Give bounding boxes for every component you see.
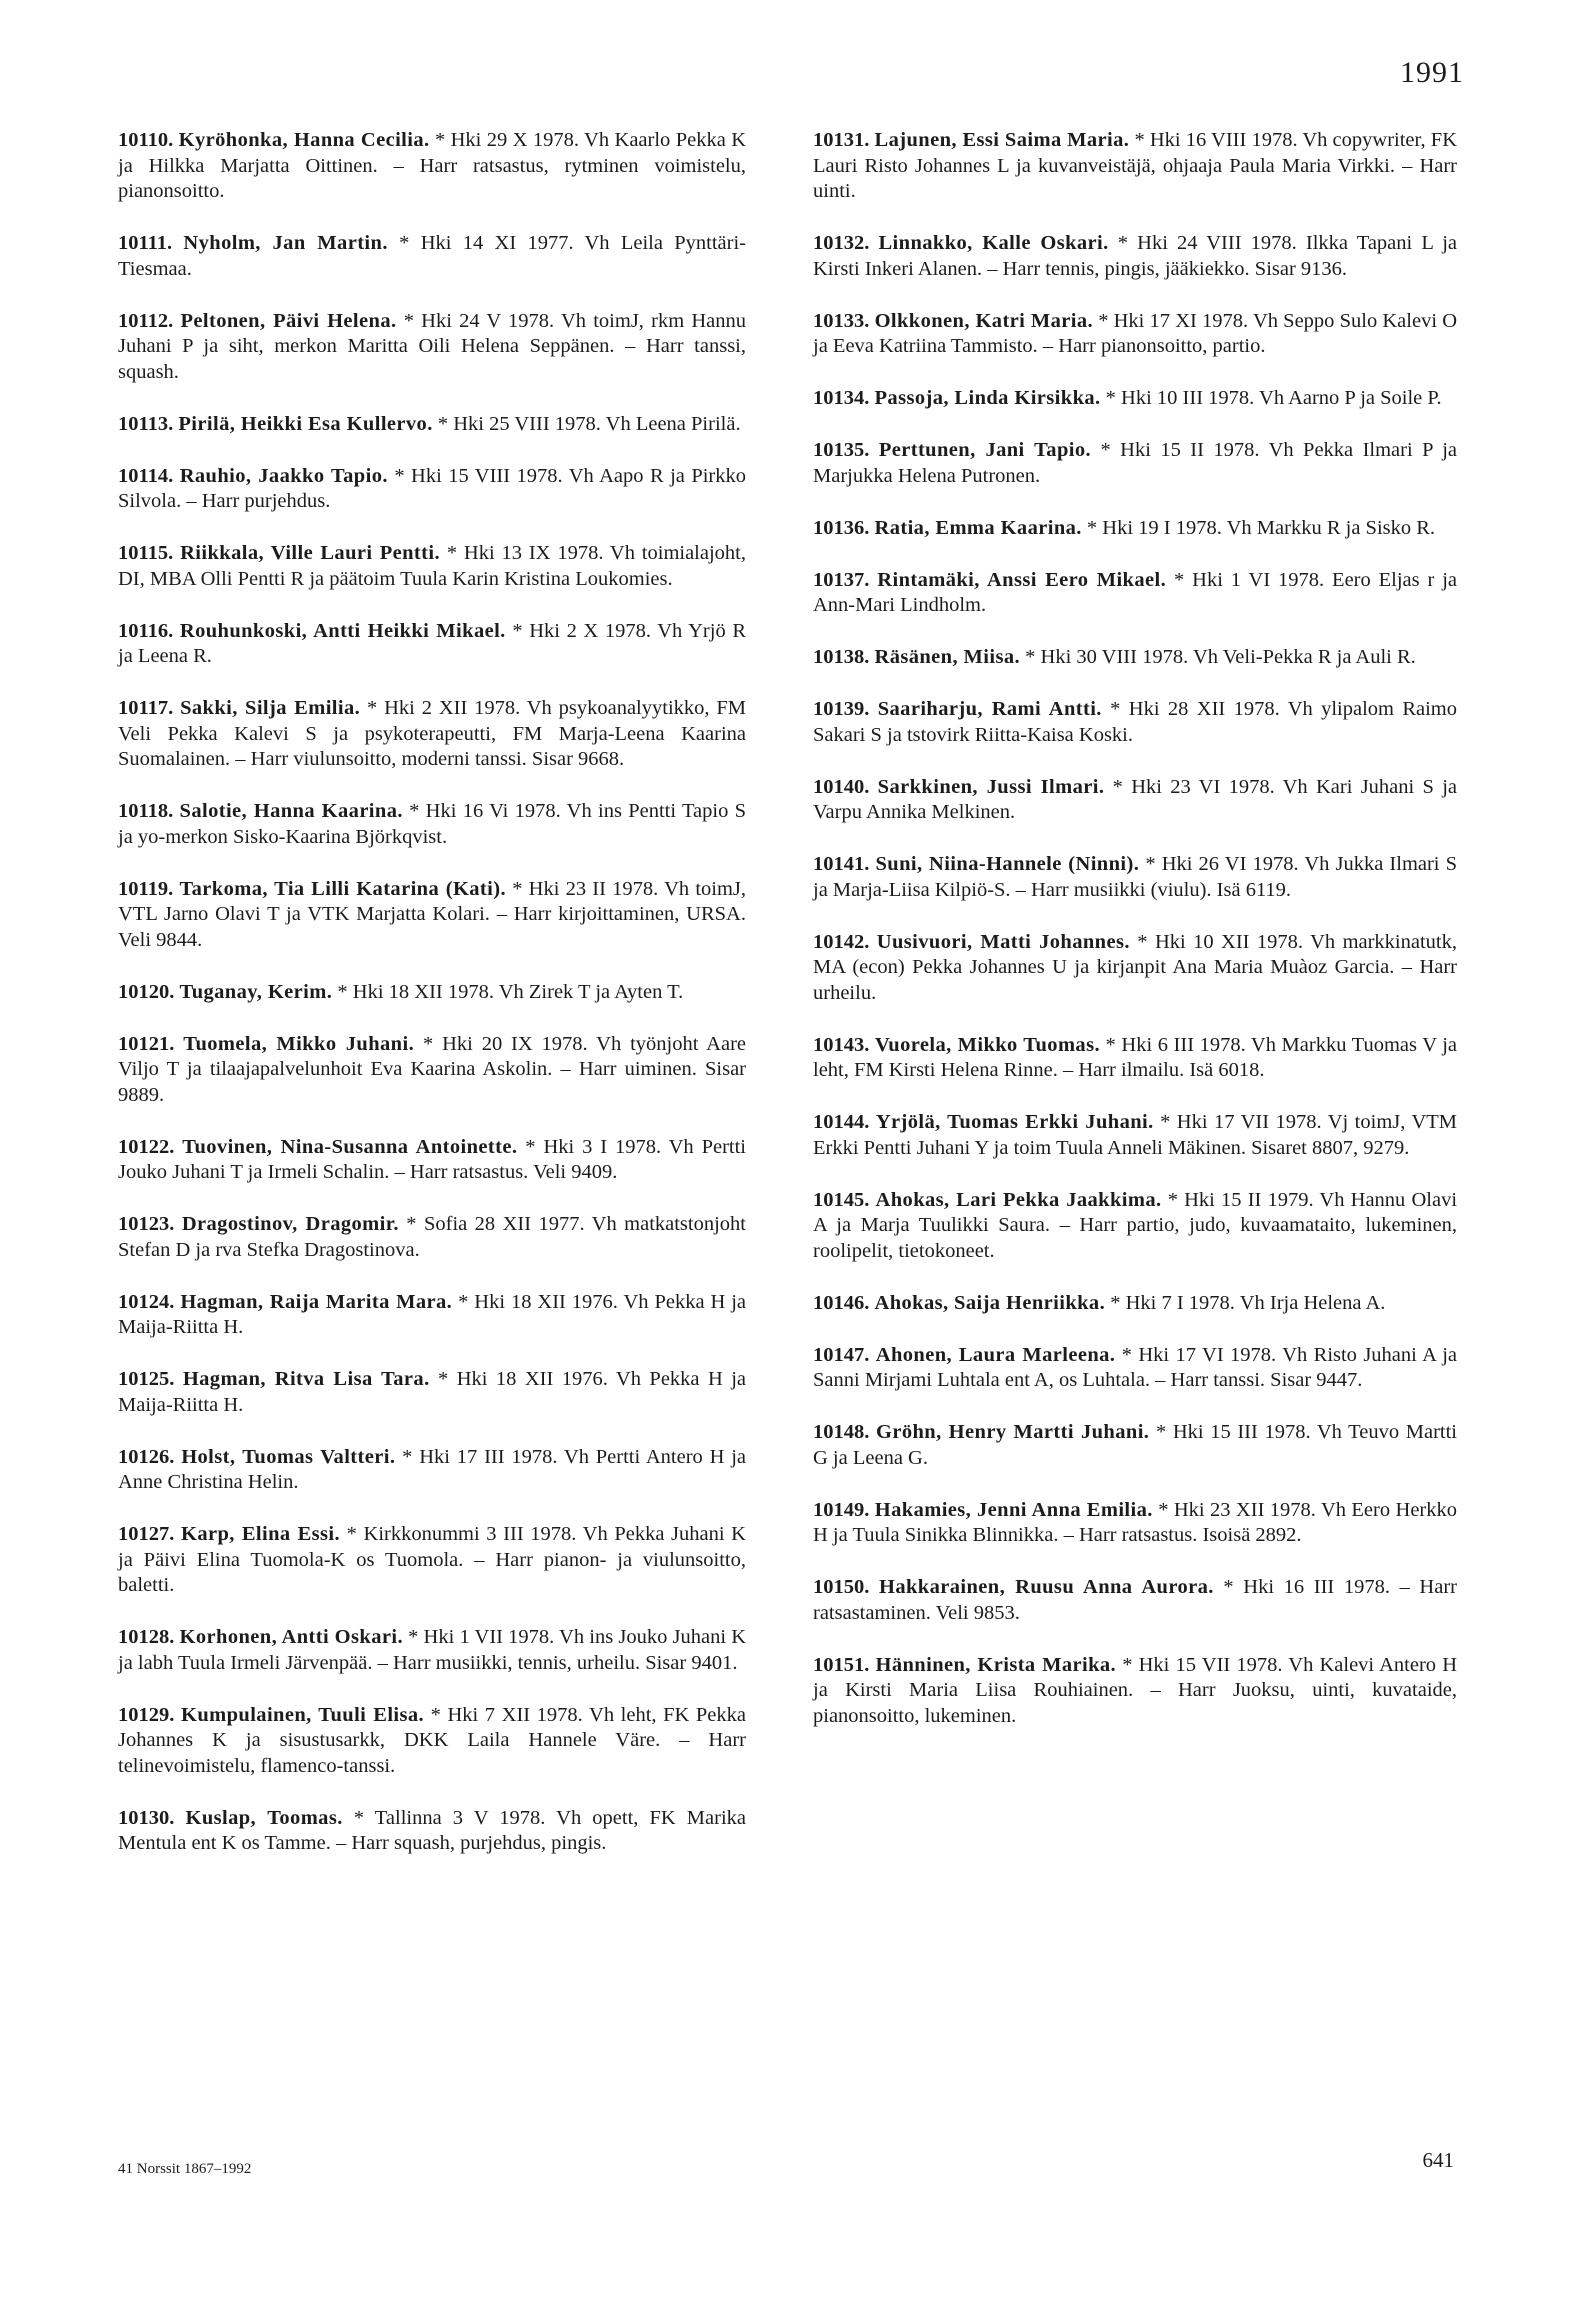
entry bbox=[813, 1291, 1457, 1317]
entry-number: 10118. bbox=[118, 800, 174, 822]
entry-text: * Hki 17 XI 1978. Vh Seppo Sulo Kalevi O ja Eeva Katriina Tammisto. – Harr pianonsoitto, partio. bbox=[813, 309, 1457, 357]
entry bbox=[118, 541, 746, 592]
entry-text: * Hki 2 X 1978. Vh Yrjö R ja Leena R. bbox=[118, 619, 746, 667]
entry-text: * Hki 13 IX 1978. Vh toimialajoht, DI, MBA Olli Pentti R ja päätoim Tuula Karin Kristina Loukomies. bbox=[118, 542, 746, 590]
entry-name: Tarkoma, Tia Lilli Katarina (Kati). bbox=[179, 877, 507, 900]
entry-name: Korhonen, Antti Oskari. bbox=[179, 1626, 403, 1648]
entry-number: 10128. bbox=[118, 1626, 175, 1648]
entry-text: * Hki 30 VIII 1978. Vh Veli-Pekka R ja Auli R. bbox=[1020, 646, 1416, 668]
entry bbox=[118, 231, 746, 282]
entry-text: * Hki 10 III 1978. Vh Aarno P ja Soile P. bbox=[1100, 387, 1442, 409]
entry bbox=[813, 1653, 1457, 1730]
entry-name: Pirilä, Heikki Esa Kullervo. bbox=[178, 412, 433, 435]
entry bbox=[118, 619, 746, 670]
entry bbox=[118, 1445, 746, 1496]
entry bbox=[118, 309, 746, 386]
entry bbox=[813, 1498, 1457, 1549]
entry bbox=[813, 852, 1457, 903]
entry-number: 10110. bbox=[118, 129, 174, 151]
entry-name: Kuslap, Toomas. bbox=[185, 1806, 343, 1829]
entry bbox=[813, 1033, 1457, 1084]
entry-text: * Hki 15 III 1978. Vh Teuvo Martti G ja Leena G. bbox=[813, 1421, 1457, 1469]
entry-name: Vuorela, Mikko Tuomas. bbox=[874, 1033, 1100, 1056]
entry bbox=[118, 877, 746, 954]
entry bbox=[813, 775, 1457, 826]
entry-text: * Hki 23 II 1978. Vh toimJ, VTL Jarno Olavi T ja VTK Marjatta Kolari. – Harr kirjoittaminen, URSA. Veli 9844. bbox=[118, 877, 747, 951]
entry-number: 10147. bbox=[813, 1343, 870, 1366]
left-column bbox=[118, 128, 746, 1883]
page-number: 641 bbox=[1422, 2148, 1454, 2172]
entry-number: 10136. bbox=[813, 516, 870, 539]
entry-name: Linnakko, Kalle Oskari. bbox=[878, 232, 1109, 254]
entry-text: * Hki 7 I 1978. Vh Irja Helena A. bbox=[1105, 1291, 1386, 1314]
entry bbox=[813, 516, 1457, 542]
entry-text: * Hki 15 II 1979. Vh Hannu Olavi A ja Marja Tuulikki Saura. – Harr partio, judo, kuvaamataito, lukeminen, roolipelit, tietokoneet. bbox=[813, 1188, 1458, 1262]
entry-text: * Hki 24 V 1978. Vh toimJ, rkm Hannu Juhani P ja siht, merkon Maritta Oili Helena Seppänen. – Harr tanssi, squash. bbox=[118, 309, 746, 383]
entry-number: 10120. bbox=[118, 980, 175, 1003]
entry-number: 10131. bbox=[813, 129, 870, 151]
entry-name: Hänninen, Krista Marika. bbox=[875, 1653, 1117, 1676]
entry-number: 10148. bbox=[813, 1421, 870, 1443]
page-year: 1991 bbox=[1400, 56, 1464, 89]
entry bbox=[118, 464, 746, 515]
entry-number: 10134. bbox=[813, 387, 870, 409]
entry-name: Hakamies, Jenni Anna Emilia. bbox=[874, 1498, 1153, 1521]
entry-number: 10132. bbox=[813, 232, 870, 254]
entry-number: 10149. bbox=[813, 1498, 870, 1521]
entry-number: 10127. bbox=[118, 1523, 175, 1545]
entry-name: Sarkkinen, Jussi Ilmari. bbox=[877, 775, 1105, 798]
entry-name: Nyholm, Jan Martin. bbox=[183, 232, 388, 254]
entry bbox=[813, 1575, 1457, 1626]
entry-text: * Hki 10 XII 1978. Vh markkinatutk, MA (econ) Pekka Johannes U ja kirjanpit Ana Maria Muàoz Garcia. – Harr urheilu. bbox=[813, 930, 1457, 1004]
entry bbox=[118, 1806, 746, 1857]
entry-text: * Hki 7 XII 1978. Vh leht, FK Pekka Johannes K ja sisustusarkk, DKK Laila Hannele Väre. – Harr telinevoimistelu, flamenco-tanssi. bbox=[118, 1703, 746, 1777]
entry bbox=[813, 309, 1457, 360]
entry-name: Riikkala, Ville Lauri Pentti. bbox=[180, 542, 440, 564]
entry bbox=[118, 128, 746, 205]
entry bbox=[813, 1420, 1457, 1471]
entry-name: Dragostinov, Dragomir. bbox=[181, 1213, 399, 1235]
entry-text: * Hki 6 III 1978. Vh Markku Tuomas V ja leht, FM Kirsti Helena Rinne. – Harr ilmailu. Isä 6018. bbox=[813, 1033, 1457, 1081]
entry-number: 10139. bbox=[813, 698, 870, 720]
entry-name: Kumpulainen, Tuuli Elisa. bbox=[180, 1703, 425, 1726]
entry-name: Gröhn, Henry Martti Juhani. bbox=[876, 1421, 1150, 1443]
entry-name: Passoja, Linda Kirsikka. bbox=[874, 387, 1101, 409]
entry-text: * Hki 18 XII 1976. Vh Pekka H ja Maija-Riitta H. bbox=[118, 1290, 746, 1338]
entry-text: * Hki 17 VI 1978. Vh Risto Juhani A ja Sanni Mirjami Luhtala ent A, os Luhtala. – Harr tanssi. Sisar 9447. bbox=[813, 1343, 1457, 1391]
entry-name: Perttunen, Jani Tapio. bbox=[878, 439, 1092, 461]
entry-number: 10146. bbox=[813, 1291, 870, 1314]
entry-text: * Hki 26 VI 1978. Vh Jukka Ilmari S ja Marja-Liisa Kilpiö-S. – Harr musiikki (viulu). Isä 6119. bbox=[813, 853, 1458, 901]
entry-name: Peltonen, Päivi Helena. bbox=[180, 309, 397, 332]
entry-name: Yrjölä, Tuomas Erkki Juhani. bbox=[875, 1111, 1154, 1133]
entry-text: * Hki 18 XII 1978. Vh Zirek T ja Ayten T. bbox=[332, 980, 684, 1003]
entry-text: * Hki 19 I 1978. Vh Markku R ja Sisko R. bbox=[1081, 516, 1436, 539]
entry-number: 10140. bbox=[813, 775, 870, 798]
entry-number: 10145. bbox=[813, 1188, 870, 1211]
entry-text: * Hki 23 XII 1978. Vh Eero Herkko H ja Tuula Sinikka Blinnikka. – Harr ratsastus. Isoisä 2892. bbox=[813, 1498, 1457, 1546]
entry-name: Räsänen, Miisa. bbox=[874, 646, 1021, 668]
entry bbox=[118, 1703, 746, 1780]
entry bbox=[813, 697, 1457, 748]
entry bbox=[813, 645, 1457, 671]
entry-name: Salotie, Hanna Kaarina. bbox=[179, 800, 403, 822]
entry bbox=[813, 386, 1457, 412]
entry-text: * Hki 1 VII 1978. Vh ins Jouko Juhani K ja labh Tuula Irmeli Järvenpää. – Harr musiikki, tennis, urheilu. Sisar 9401. bbox=[118, 1626, 747, 1674]
entry-text: * Hki 29 X 1978. Vh Kaarlo Pekka K ja Hilkka Marjatta Oittinen. – Harr ratsastus, rytminen voimistelu, pianonsoitto. bbox=[118, 129, 746, 202]
entry-number: 10111. bbox=[118, 232, 173, 254]
entry bbox=[118, 1522, 746, 1599]
entry-number: 10137. bbox=[813, 568, 870, 591]
entry-text: * Hki 14 XI 1977. Vh Leila Pynttäri-Tiesmaa. bbox=[118, 232, 746, 280]
entry-name: Rauhio, Jaakko Tapio. bbox=[179, 464, 388, 487]
entry-name: Karp, Elina Essi. bbox=[181, 1523, 341, 1545]
entry bbox=[118, 980, 746, 1006]
entry-text: * Hki 2 XII 1978. Vh psykoanalyytikko, FM Veli Pekka Kalevi S ja psykoterapeutti, FM Marja-Leena Kaarina Suomalainen. – Harr viulunsoitto, moderni tanssi. Sisar 9668. bbox=[118, 697, 747, 770]
entry bbox=[118, 1367, 746, 1418]
entry-name: Hagman, Raija Marita Mara. bbox=[180, 1290, 453, 1313]
entry-text: * Hki 16 Vi 1978. Vh ins Pentti Tapio S ja yo-merkon Sisko-Kaarina Björkqvist. bbox=[118, 800, 747, 848]
entry-name: Olkkonen, Katri Maria. bbox=[874, 309, 1094, 332]
entry-name: Rouhunkoski, Antti Heikki Mikael. bbox=[179, 619, 506, 642]
entry bbox=[813, 231, 1457, 282]
entry-text: * Hki 15 VIII 1978. Vh Aapo R ja Pirkko Silvola. – Harr purjehdus. bbox=[118, 464, 746, 512]
entry-number: 10119. bbox=[118, 877, 174, 900]
entry-name: Ahonen, Laura Marleena. bbox=[875, 1343, 1116, 1366]
entry-text: * Kirkkonummi 3 III 1978. Vh Pekka Juhani K ja Päivi Elina Tuomola-K os Tuomola. – Harr pianon- ja viulunsoitto, baletti. bbox=[118, 1523, 746, 1596]
entry-number: 10142. bbox=[813, 930, 870, 953]
entry bbox=[118, 1625, 746, 1676]
entry-text: * Hki 28 XII 1978. Vh ylipalom Raimo Sakari S ja tstovirk Riitta-Kaisa Koski. bbox=[813, 698, 1458, 746]
entry-number: 10126. bbox=[118, 1445, 175, 1468]
entry-text: * Hki 1 VI 1978. Eero Eljas r ja Ann-Mari Lindholm. bbox=[813, 568, 1458, 616]
entry-name: Sakki, Silja Emilia. bbox=[180, 697, 361, 719]
entry-name: Holst, Tuomas Valtteri. bbox=[181, 1445, 396, 1468]
entry-text: * Sofia 28 XII 1977. Vh matkatstonjoht Stefan D ja rva Stefka Dragostinova. bbox=[118, 1213, 746, 1261]
entry-text: * Hki 17 VII 1978. Vj toimJ, VTM Erkki Pentti Juhani Y ja toim Tuula Anneli Mäkinen. Sisaret 8807, 9279. bbox=[813, 1111, 1458, 1159]
entry-name: Uusivuori, Matti Johannes. bbox=[876, 930, 1130, 953]
entry-number: 10112. bbox=[118, 309, 174, 332]
entry-number: 10133. bbox=[813, 309, 870, 332]
entry-text: * Hki 16 III 1978. – Harr ratsastaminen. Veli 9853. bbox=[813, 1576, 1457, 1624]
entry-name: Tuomela, Mikko Juhani. bbox=[183, 1032, 415, 1055]
entry-name: Lajunen, Essi Saima Maria. bbox=[874, 129, 1130, 151]
entry-text: * Hki 15 VII 1978. Vh Kalevi Antero H ja Kirsti Maria Liisa Rouhiainen. – Harr Juoksu, uinti, kuvataide, pianonsoitto, lukeminen. bbox=[813, 1653, 1457, 1727]
entry-name: Tuganay, Kerim. bbox=[179, 980, 333, 1003]
entry-number: 10124. bbox=[118, 1290, 175, 1313]
entry-text: * Tallinna 3 V 1978. Vh opett, FK Marika Mentula ent K os Tamme. – Harr squash, purjehdus, pingis. bbox=[118, 1806, 746, 1854]
entry-number: 10135. bbox=[813, 439, 870, 461]
entry-number: 10144. bbox=[813, 1111, 870, 1133]
entry bbox=[813, 930, 1457, 1007]
entry-name: Ratia, Emma Kaarina. bbox=[874, 516, 1082, 539]
entry-number: 10151. bbox=[813, 1653, 870, 1676]
entry-name: Saariharju, Rami Antti. bbox=[877, 698, 1102, 720]
entry bbox=[813, 438, 1457, 489]
entry-text: * Hki 18 XII 1976. Vh Pekka H ja Maija-Riitta H. bbox=[118, 1368, 746, 1416]
entry-name: Hakkarainen, Ruusu Anna Aurora. bbox=[879, 1576, 1214, 1598]
entry-text: * Hki 24 VIII 1978. Ilkka Tapani L ja Kirsti Inkeri Alanen. – Harr tennis, pingis, jääkiekko. Sisar 9136. bbox=[813, 232, 1457, 280]
entry-name: Suni, Niina-Hannele (Ninni). bbox=[875, 853, 1140, 875]
entry-number: 10150. bbox=[813, 1576, 870, 1598]
footer-book-title: 41 Norssit 1867–1992 bbox=[118, 2161, 252, 2177]
entry bbox=[118, 799, 746, 850]
entry-text: * Hki 15 II 1978. Vh Pekka Ilmari P ja Marjukka Helena Putronen. bbox=[813, 439, 1457, 487]
entry-text: * Hki 16 VIII 1978. Vh copywriter, FK Lauri Risto Johannes L ja kuvanveistäjä, ohjaaja Paula Maria Virkki. – Harr uinti. bbox=[813, 129, 1458, 202]
entry bbox=[118, 1212, 746, 1263]
entry bbox=[118, 1290, 746, 1341]
entry-name: Tuovinen, Nina-Susanna Antoinette. bbox=[182, 1135, 518, 1158]
entry-number: 10117. bbox=[118, 697, 174, 719]
entry-number: 10115. bbox=[118, 542, 174, 564]
entry bbox=[118, 696, 746, 773]
entry-number: 10113. bbox=[118, 412, 174, 435]
entry-text: * Hki 25 VIII 1978. Vh Leena Pirilä. bbox=[432, 412, 741, 435]
entry-name: Rintamäki, Anssi Eero Mikael. bbox=[877, 568, 1167, 591]
entry bbox=[118, 412, 746, 438]
entry-name: Ahokas, Saija Henriikka. bbox=[874, 1291, 1106, 1314]
entry-number: 10138. bbox=[813, 646, 870, 668]
entry-text: * Hki 20 IX 1978. Vh työnjoht Aare Viljo T ja tilaajapalvelunhoit Eva Kaarina Askolin. – Harr uiminen. Sisar 9889. bbox=[118, 1032, 747, 1106]
right-column bbox=[813, 128, 1457, 1756]
entry bbox=[118, 1135, 746, 1186]
entry-number: 10122. bbox=[118, 1135, 175, 1158]
entry bbox=[813, 568, 1457, 619]
entry-number: 10143. bbox=[813, 1033, 870, 1056]
entry-number: 10123. bbox=[118, 1213, 175, 1235]
entry bbox=[813, 1343, 1457, 1394]
entry-name: Ahokas, Lari Pekka Jaakkima. bbox=[875, 1188, 1162, 1211]
entry-number: 10130. bbox=[118, 1806, 175, 1829]
entry-number: 10141. bbox=[813, 853, 870, 875]
entry bbox=[118, 1032, 746, 1109]
entry-text: * Hki 3 I 1978. Vh Pertti Jouko Juhani T ja Irmeli Schalin. – Harr ratsastus. Veli 9409. bbox=[118, 1135, 746, 1183]
entry-number: 10129. bbox=[118, 1703, 175, 1726]
entry bbox=[813, 128, 1457, 205]
entry-text: * Hki 23 VI 1978. Vh Kari Juhani S ja Varpu Annika Melkinen. bbox=[813, 775, 1457, 823]
entry-name: Hagman, Ritva Lisa Tara. bbox=[182, 1368, 430, 1390]
entry-number: 10114. bbox=[118, 464, 174, 487]
entry bbox=[813, 1188, 1457, 1265]
entry-number: 10121. bbox=[118, 1032, 175, 1055]
entry-number: 10116. bbox=[118, 619, 174, 642]
entry bbox=[813, 1110, 1457, 1161]
entry-text: * Hki 17 III 1978. Vh Pertti Antero H ja Anne Christina Helin. bbox=[118, 1445, 746, 1493]
entry-number: 10125. bbox=[118, 1368, 175, 1390]
entry-name: Kyröhonka, Hanna Cecilia. bbox=[178, 129, 430, 151]
